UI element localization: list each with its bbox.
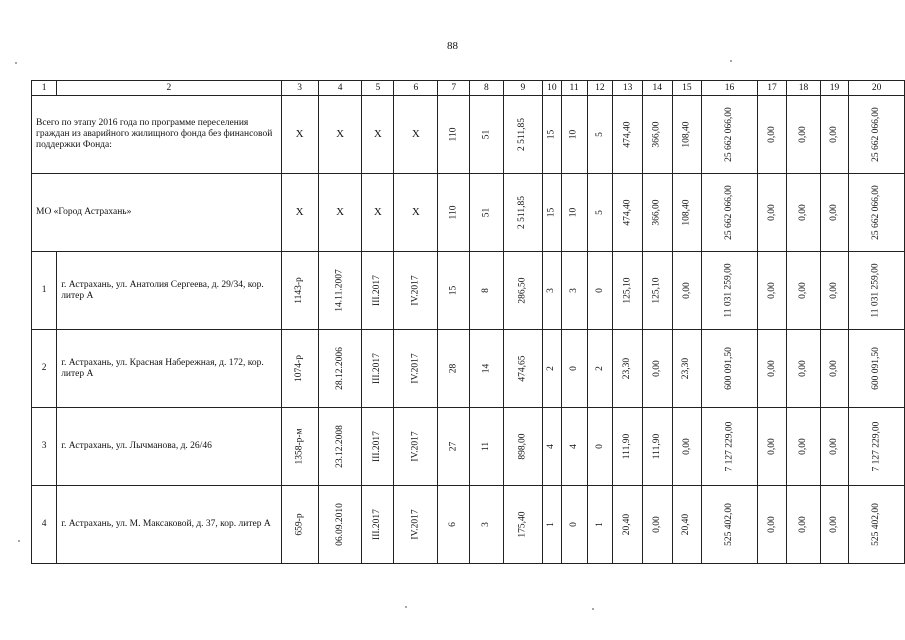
cell-value: 10 [568, 207, 579, 218]
row-number: 4 [32, 486, 57, 564]
column-header: 11 [561, 81, 587, 96]
data-cell [757, 486, 786, 564]
data-cell [613, 174, 643, 252]
cell-value: 0,00 [797, 126, 808, 143]
data-cell [613, 408, 643, 486]
data-cell [438, 486, 470, 564]
data-cell [362, 408, 394, 486]
cell-value: 110 [448, 127, 459, 142]
cell-value: 11 031 259,00 [871, 263, 882, 318]
cell-value: 1143-р [294, 277, 305, 304]
cell-value: 5 [594, 132, 605, 137]
column-header: 4 [318, 81, 362, 96]
cell-value: 51 [480, 207, 491, 218]
data-cell [438, 330, 470, 408]
data-cell [281, 408, 318, 486]
data-cell [642, 408, 672, 486]
data-cell [542, 252, 561, 330]
item-row [32, 252, 905, 330]
item-row [32, 330, 905, 408]
cell-value: 7 127 229,00 [724, 421, 734, 472]
data-cell [503, 96, 542, 174]
data-cell [702, 486, 758, 564]
cell-value: 3 [480, 522, 491, 527]
cell-value: 0,00 [651, 516, 662, 533]
cell-value: 600 091,50 [871, 347, 882, 390]
data-cell [542, 96, 561, 174]
data-cell [362, 174, 394, 252]
column-header: 16 [702, 81, 758, 96]
cell-value: X [336, 205, 345, 218]
data-cell [561, 330, 587, 408]
cell-value: 525 402,00 [724, 503, 734, 546]
data-cell [787, 408, 821, 486]
cell-value: 23,30 [622, 357, 633, 380]
data-cell [542, 174, 561, 252]
row-label: Всего по этапу 2016 года по программе переселения граждан из аварийного жилищного фонда без финансовой поддержки Фонда: [32, 96, 282, 174]
cell-value: IV.2017 [410, 353, 421, 384]
scan-speck [15, 62, 17, 64]
cell-value: 15 [546, 129, 557, 140]
column-header: 12 [587, 81, 613, 96]
cell-value: 0 [568, 366, 579, 371]
cell-value: 0,00 [681, 282, 692, 299]
cell-value: 0,00 [829, 438, 840, 455]
data-cell [642, 174, 672, 252]
cell-value: 5 [594, 210, 605, 215]
data-cell [849, 96, 905, 174]
data-cell [672, 174, 702, 252]
data-cell [318, 408, 362, 486]
cell-value: 0,00 [681, 438, 692, 455]
data-cell [542, 408, 561, 486]
data-cell [642, 96, 672, 174]
cell-value: X [411, 127, 420, 140]
cell-value: 2 [546, 366, 557, 371]
data-cell [470, 96, 504, 174]
data-cell [318, 174, 362, 252]
cell-value: 474,40 [622, 121, 633, 148]
summary-row [32, 174, 905, 252]
cell-value: 0,00 [766, 126, 777, 143]
cell-value: 0,00 [797, 438, 808, 455]
cell-value: 525 402,00 [871, 503, 882, 546]
cell-value: 23,30 [681, 357, 692, 380]
data-cell [318, 252, 362, 330]
data-cell [470, 174, 504, 252]
column-header: 6 [394, 81, 438, 96]
data-cell [587, 252, 613, 330]
cell-value: X [295, 127, 304, 140]
data-cell [362, 330, 394, 408]
cell-value: 20,40 [681, 513, 692, 536]
cell-value: 11 [480, 441, 491, 452]
data-cell [281, 174, 318, 252]
data-cell [438, 408, 470, 486]
cell-value: 110 [448, 205, 459, 220]
scan-speck [592, 608, 594, 610]
cell-value: 1358-р-м [294, 428, 305, 465]
data-cell [318, 486, 362, 564]
data-cell [757, 330, 786, 408]
cell-value: 2 [594, 366, 605, 371]
data-cell [642, 252, 672, 330]
data-cell [503, 486, 542, 564]
data-cell [757, 174, 786, 252]
row-address: г. Астрахань, ул. Красная Набережная, д. 172, кор. литер А [57, 330, 281, 408]
column-header: 15 [672, 81, 702, 96]
cell-value: 15 [546, 207, 557, 218]
cell-value: 0,00 [766, 516, 777, 533]
data-cell [561, 96, 587, 174]
data-cell [757, 96, 786, 174]
cell-value: 28.12.2006 [334, 347, 345, 390]
column-header: 7 [438, 81, 470, 96]
data-cell [394, 408, 438, 486]
row-address: г. Астрахань, ул. Лычманова, д. 26/46 [57, 408, 281, 486]
data-cell [757, 252, 786, 330]
data-cell [362, 486, 394, 564]
data-cell [613, 486, 643, 564]
data-cell [787, 174, 821, 252]
item-row [32, 486, 905, 564]
data-cell [470, 252, 504, 330]
data-cell [318, 96, 362, 174]
data-cell [702, 408, 758, 486]
cell-value: X [411, 205, 420, 218]
cell-value: 4 [568, 444, 579, 449]
column-header: 3 [281, 81, 318, 96]
cell-value: 28 [448, 363, 459, 374]
column-header: 14 [642, 81, 672, 96]
scan-speck [18, 540, 20, 542]
cell-value: 366,00 [651, 121, 662, 148]
cell-value: 111,90 [622, 433, 633, 460]
data-cell [787, 252, 821, 330]
cell-value: IV.2017 [410, 431, 421, 462]
cell-value: 125,10 [622, 277, 633, 304]
data-cell [820, 252, 848, 330]
cell-value: 27 [448, 441, 459, 452]
cell-value: III.2017 [372, 431, 383, 462]
cell-value: 898,00 [517, 433, 528, 460]
data-cell [503, 408, 542, 486]
data-cell [672, 252, 702, 330]
scan-speck [405, 606, 407, 608]
data-cell [503, 330, 542, 408]
data-cell [362, 96, 394, 174]
data-cell [820, 174, 848, 252]
cell-value: 10 [568, 129, 579, 140]
cell-value: 125,10 [651, 277, 662, 304]
cell-value: 0,00 [766, 282, 777, 299]
cell-value: X [336, 127, 345, 140]
column-header: 17 [757, 81, 786, 96]
cell-value: 1074-р [294, 355, 305, 382]
cell-value: 51 [480, 129, 491, 140]
data-cell [613, 252, 643, 330]
cell-value: 3 [546, 288, 557, 293]
cell-value: 2 511,85 [517, 196, 528, 229]
cell-value: X [373, 205, 382, 218]
column-header: 18 [787, 81, 821, 96]
column-header: 19 [820, 81, 848, 96]
cell-value: 0,00 [766, 204, 777, 221]
data-cell [561, 486, 587, 564]
item-row [32, 408, 905, 486]
data-cell [587, 330, 613, 408]
row-number: 2 [32, 330, 57, 408]
data-cell [438, 96, 470, 174]
cell-value: 25 662 066,00 [871, 185, 882, 240]
cell-value: 0,00 [797, 360, 808, 377]
cell-value: 20,40 [622, 513, 633, 536]
data-cell [613, 96, 643, 174]
cell-value: 7 127 229,00 [871, 421, 882, 472]
column-header: 8 [470, 81, 504, 96]
row-number: 3 [32, 408, 57, 486]
data-cell [281, 252, 318, 330]
data-cell [820, 96, 848, 174]
cell-value: 1 [594, 522, 605, 527]
cell-value: 06.09.2010 [334, 503, 345, 546]
cell-value: 6 [448, 522, 459, 527]
cell-value: 2 511,85 [517, 118, 528, 151]
data-cell [587, 486, 613, 564]
data-cell [561, 252, 587, 330]
cell-value: 25 662 066,00 [724, 185, 734, 240]
data-cell [281, 96, 318, 174]
data-cell [820, 408, 848, 486]
data-cell [702, 96, 758, 174]
cell-value: 15 [448, 285, 459, 296]
data-cell [438, 174, 470, 252]
data-cell [849, 408, 905, 486]
cell-value: 8 [480, 288, 491, 293]
column-header: 5 [362, 81, 394, 96]
data-cell [503, 252, 542, 330]
data-cell [587, 96, 613, 174]
data-cell [561, 174, 587, 252]
cell-value: 474,65 [517, 355, 528, 382]
data-cell [394, 174, 438, 252]
row-address: г. Астрахань, ул. Анатолия Сергеева, д. 29/34, кор. литер А [57, 252, 281, 330]
data-cell [702, 252, 758, 330]
data-cell [849, 174, 905, 252]
cell-value: IV.2017 [410, 509, 421, 540]
cell-value: IV.2017 [410, 275, 421, 306]
cell-value: 4 [546, 444, 557, 449]
data-cell [394, 486, 438, 564]
cell-value: 108,40 [681, 121, 692, 148]
data-cell [672, 330, 702, 408]
data-cell [672, 486, 702, 564]
data-cell [394, 252, 438, 330]
data-cell [787, 486, 821, 564]
data-cell [394, 330, 438, 408]
cell-value: 286,50 [517, 277, 528, 304]
resettlement-table [31, 80, 905, 564]
cell-value: 0 [568, 522, 579, 527]
cell-value: 659-р [294, 513, 305, 536]
row-address: г. Астрахань, ул. М. Максаковой, д. 37, кор. литер А [57, 486, 281, 564]
data-cell [820, 330, 848, 408]
data-cell [642, 486, 672, 564]
cell-value: 0,00 [829, 126, 840, 143]
cell-value: 0 [594, 288, 605, 293]
data-cell [587, 174, 613, 252]
row-number: 1 [32, 252, 57, 330]
data-cell [787, 96, 821, 174]
cell-value: X [373, 127, 382, 140]
cell-value: 0,00 [829, 204, 840, 221]
cell-value: 0,00 [829, 516, 840, 533]
cell-value: 0,00 [797, 204, 808, 221]
row-label: МО «Город Астрахань» [32, 174, 282, 252]
cell-value: 366,00 [651, 199, 662, 226]
cell-value: 0,00 [651, 360, 662, 377]
cell-value: 14.11.2007 [334, 269, 345, 312]
data-cell [672, 96, 702, 174]
cell-value: 11 031 259,00 [724, 263, 734, 318]
data-cell [318, 330, 362, 408]
cell-value: 0,00 [797, 282, 808, 299]
data-cell [362, 252, 394, 330]
data-cell [470, 486, 504, 564]
column-header: 9 [503, 81, 542, 96]
cell-value: III.2017 [372, 509, 383, 540]
data-cell [613, 330, 643, 408]
cell-value: 25 662 066,00 [871, 107, 882, 162]
data-cell [702, 330, 758, 408]
data-cell [672, 408, 702, 486]
page-number: 88 [447, 40, 458, 52]
data-cell [470, 408, 504, 486]
data-cell [503, 174, 542, 252]
summary-row [32, 96, 905, 174]
cell-value: 175,40 [517, 511, 528, 538]
scan-speck [730, 60, 732, 62]
data-cell [470, 330, 504, 408]
data-cell [394, 96, 438, 174]
data-cell [561, 408, 587, 486]
cell-value: 600 091,50 [724, 347, 734, 390]
cell-value: 0,00 [766, 438, 777, 455]
cell-value: 108,40 [681, 199, 692, 226]
data-cell [702, 174, 758, 252]
data-cell [849, 486, 905, 564]
cell-value: 111,90 [651, 433, 662, 460]
cell-value: 1 [546, 522, 557, 527]
cell-value: 3 [568, 288, 579, 293]
header-row [32, 81, 905, 96]
data-cell [587, 408, 613, 486]
cell-value: III.2017 [372, 275, 383, 306]
column-header: 10 [542, 81, 561, 96]
cell-value: X [295, 205, 304, 218]
cell-value: 0,00 [766, 360, 777, 377]
cell-value: 23.12.2008 [334, 425, 345, 468]
column-header: 13 [613, 81, 643, 96]
cell-value: 0,00 [797, 516, 808, 533]
data-cell [849, 330, 905, 408]
cell-value: III.2017 [372, 353, 383, 384]
cell-value: 0 [594, 444, 605, 449]
data-cell [642, 330, 672, 408]
cell-value: 474,40 [622, 199, 633, 226]
data-cell [542, 486, 561, 564]
data-cell [849, 252, 905, 330]
column-header: 2 [57, 81, 281, 96]
data-cell [281, 486, 318, 564]
cell-value: 0,00 [829, 282, 840, 299]
cell-value: 0,00 [829, 360, 840, 377]
data-cell [438, 252, 470, 330]
data-cell [542, 330, 561, 408]
data-cell [281, 330, 318, 408]
cell-value: 25 662 066,00 [724, 107, 734, 162]
column-header: 1 [32, 81, 57, 96]
data-cell [820, 486, 848, 564]
cell-value: 14 [480, 363, 491, 374]
data-cell [787, 330, 821, 408]
column-header: 20 [849, 81, 905, 96]
data-cell [757, 408, 786, 486]
